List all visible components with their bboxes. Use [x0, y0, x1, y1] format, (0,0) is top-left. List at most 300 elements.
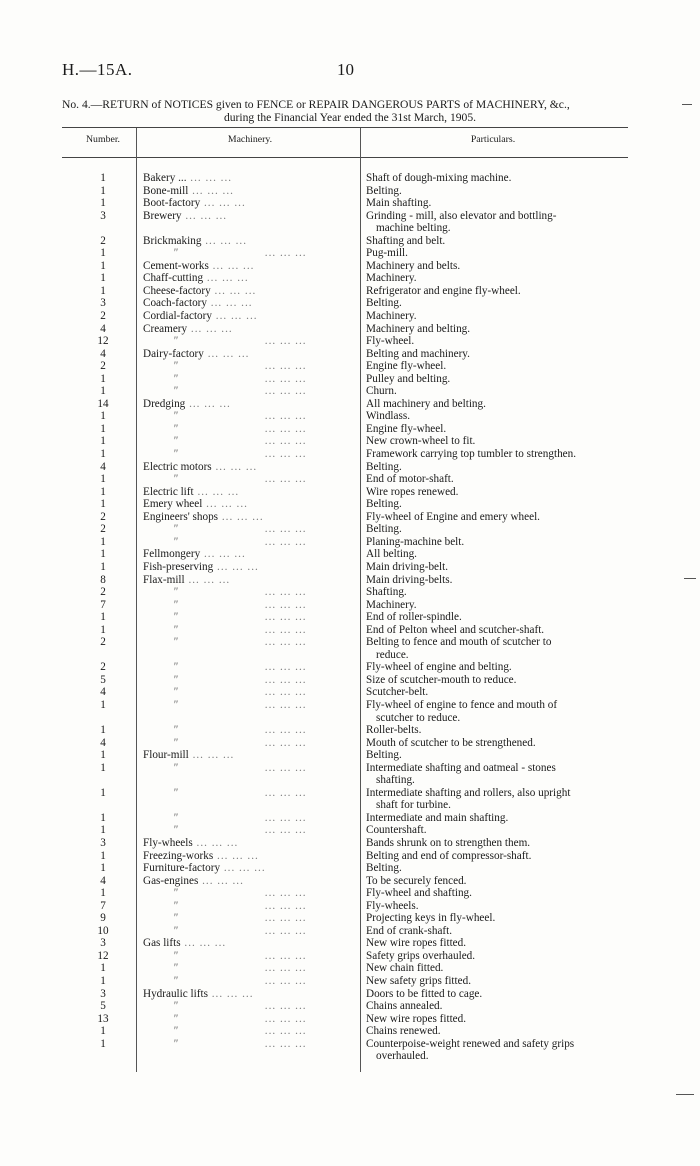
particulars-text: Belting and end of compressor-shaft. — [366, 849, 532, 862]
machinery-label: Chaff-cutting — [143, 272, 204, 285]
row-number: 1 — [100, 435, 106, 448]
table-row — [0, 699, 700, 724]
table-row — [0, 737, 700, 750]
leader-dots: ... ... ... — [261, 422, 307, 435]
particulars-text: End of Pelton wheel and scutcher-shaft. — [366, 623, 545, 636]
machinery-label: " — [173, 887, 178, 900]
row-number: 5 — [100, 1000, 106, 1013]
row-number: 1 — [100, 498, 106, 511]
row-machinery — [143, 548, 353, 561]
row-particulars — [366, 599, 622, 612]
particulars-text: End of motor-shaft. — [366, 473, 454, 486]
row-machinery — [143, 335, 353, 348]
table-row — [0, 473, 700, 486]
machinery-label: " — [173, 1012, 178, 1025]
row-number: 5 — [100, 673, 106, 686]
row-number: 2 — [100, 310, 106, 323]
machinery-label: Gas-engines — [143, 874, 199, 887]
leader-dots: ... ... ... — [200, 197, 246, 210]
machinery-label: " — [173, 636, 178, 649]
table-row — [0, 435, 700, 448]
row-machinery — [143, 486, 353, 499]
particulars-continuation: scutcher to reduce. — [376, 711, 461, 724]
table-row — [0, 385, 700, 398]
leader-dots: ... ... ... — [261, 611, 307, 624]
table-row — [0, 962, 700, 975]
particulars-text: Main shafting. — [366, 197, 432, 210]
machinery-label: Brickmaking — [143, 234, 202, 247]
row-particulars — [366, 1038, 622, 1063]
particulars-text: Belting. — [366, 523, 402, 536]
row-machinery — [143, 912, 353, 925]
particulars-text: Fly-wheel of Engine and emery wheel. — [366, 510, 540, 523]
table-row — [0, 599, 700, 612]
row-machinery — [143, 787, 353, 800]
row-number: 1 — [100, 197, 106, 210]
machinery-label: Hydraulic lifts — [143, 987, 208, 1000]
machinery-label: " — [173, 899, 178, 912]
row-particulars — [366, 862, 622, 875]
particulars-text: Machinery and belts. — [366, 259, 461, 272]
column-header-particulars: Particulars. — [470, 134, 516, 145]
row-particulars — [366, 850, 622, 863]
row-machinery — [143, 285, 353, 298]
leader-dots: ... ... ... — [261, 247, 307, 260]
particulars-continuation: reduce. — [376, 648, 409, 661]
row-machinery — [143, 862, 353, 875]
particulars-text: Fly-wheel and shafting. — [366, 887, 472, 900]
table-row — [0, 574, 700, 587]
row-particulars — [366, 925, 622, 938]
particulars-text: New chain fitted. — [366, 962, 444, 975]
table-row — [0, 335, 700, 348]
particulars-continuation: machine belting. — [376, 222, 451, 235]
leader-dots: ... ... ... — [261, 1012, 307, 1025]
row-number: 1 — [100, 560, 106, 573]
leader-dots: ... ... ... — [261, 360, 307, 373]
machinery-label: Coach-factory — [143, 297, 207, 310]
particulars-text: Engine fly-wheel. — [366, 422, 447, 435]
leader-dots: ... ... ... — [261, 661, 307, 674]
row-machinery — [143, 461, 353, 474]
row-number: 4 — [100, 874, 106, 887]
leader-dots: ... ... ... — [261, 899, 307, 912]
row-particulars — [366, 511, 622, 524]
row-number: 1 — [100, 535, 106, 548]
particulars-continuation: shaft for turbine. — [376, 799, 451, 812]
row-machinery — [143, 850, 353, 863]
row-number: 4 — [100, 322, 106, 335]
row-number: 1 — [100, 485, 106, 498]
row-particulars — [366, 335, 622, 348]
particulars-text: Engine fly-wheel. — [366, 360, 447, 373]
particulars-text: End of roller-spindle. — [366, 611, 462, 624]
machinery-label: " — [173, 473, 178, 486]
row-particulars — [366, 310, 622, 323]
particulars-text: Shaft of dough-mixing machine. — [366, 172, 512, 184]
leader-dots: ... ... ... — [261, 410, 307, 423]
leader-dots: ... ... ... — [261, 949, 307, 962]
row-particulars — [366, 762, 622, 787]
leader-dots: ... ... ... — [261, 435, 307, 448]
row-machinery — [143, 925, 353, 938]
row-machinery — [143, 172, 353, 185]
margin-mark — [676, 1094, 694, 1095]
leader-dots: ... ... ... — [261, 698, 307, 711]
row-particulars — [366, 423, 622, 436]
row-number: 1 — [100, 422, 106, 435]
particulars-text: Main driving-belt. — [366, 560, 449, 573]
particulars-text: Fly-wheels. — [366, 899, 419, 912]
table-row — [0, 749, 700, 762]
row-particulars — [366, 373, 622, 386]
particulars-text: Belting. — [366, 498, 402, 511]
machinery-label: " — [173, 673, 178, 686]
column-header-machinery: Machinery. — [227, 134, 273, 145]
machinery-label: " — [173, 962, 178, 975]
row-number: 1 — [100, 724, 106, 737]
leader-dots: ... ... ... — [211, 460, 258, 473]
table-row — [0, 661, 700, 674]
particulars-text: Belting. — [366, 460, 402, 473]
particulars-text: Safety grips overhauled. — [366, 949, 476, 962]
particulars-text: Intermediate and main shafting. — [366, 811, 509, 824]
particulars-text: Refrigerator and engine fly-wheel. — [366, 284, 521, 297]
row-number: 2 — [100, 510, 106, 523]
leader-dots: ... ... ... — [184, 573, 231, 586]
table-row — [0, 636, 700, 661]
row-particulars — [366, 900, 622, 913]
row-machinery — [143, 900, 353, 913]
row-particulars — [366, 661, 622, 674]
row-number: 1 — [100, 761, 106, 774]
table-row — [0, 548, 700, 561]
table-row — [0, 887, 700, 900]
table-row — [0, 824, 700, 837]
row-number: 1 — [100, 1025, 106, 1038]
row-particulars — [366, 824, 622, 837]
machinery-label: Dairy-factory — [143, 347, 204, 360]
leader-dots: ... ... ... — [261, 598, 307, 611]
leader-dots: ... ... ... — [261, 372, 307, 385]
particulars-text: Main driving-belts. — [366, 573, 453, 586]
machinery-label: " — [173, 335, 178, 348]
table-row — [0, 787, 700, 812]
particulars-text: Projecting keys in fly-wheel. — [366, 912, 496, 925]
table-row — [0, 912, 700, 925]
table-row — [0, 185, 700, 198]
row-number: 3 — [100, 297, 106, 310]
row-particulars — [366, 624, 622, 637]
particulars-text: Chains renewed. — [366, 1025, 441, 1038]
row-machinery — [143, 1038, 353, 1051]
machinery-label: Bone-mill — [143, 184, 189, 197]
row-number: 1 — [100, 749, 106, 762]
particulars-text: Belting. — [366, 184, 402, 197]
machinery-label: Electric lift — [143, 485, 194, 498]
table-subtitle: during the Financial Year ended the 31st March, 1905. — [223, 111, 477, 124]
table-row — [0, 950, 700, 963]
machinery-label: " — [173, 824, 178, 837]
machinery-label: Boot-factory — [143, 197, 201, 210]
table-row — [0, 297, 700, 310]
row-number: 1 — [100, 849, 106, 862]
leader-dots: ... ... ... — [180, 937, 227, 950]
row-number: 1 — [100, 1037, 106, 1050]
document-reference: H.—15A. — [62, 60, 133, 79]
row-number: 13 — [97, 1012, 109, 1025]
row-particulars — [366, 724, 622, 737]
machinery-label: " — [173, 410, 178, 423]
table-row — [0, 975, 700, 988]
margin-mark — [684, 578, 696, 579]
row-number: 1 — [100, 887, 106, 900]
row-particulars — [366, 749, 622, 762]
machinery-label: Emery wheel — [143, 498, 203, 511]
particulars-text: All belting. — [366, 548, 417, 561]
row-machinery — [143, 348, 353, 361]
machinery-label: " — [173, 1000, 178, 1013]
particulars-text: Roller-belts. — [366, 724, 422, 737]
particulars-text: Scutcher-belt. — [366, 686, 429, 699]
table-row — [0, 498, 700, 511]
row-number: 1 — [100, 698, 106, 711]
particulars-text: Intermediate shafting and oatmeal - stones — [366, 761, 556, 774]
machinery-label: " — [173, 435, 178, 448]
row-particulars — [366, 272, 622, 285]
row-number: 1 — [100, 410, 106, 423]
leader-dots: ... ... ... — [207, 987, 254, 1000]
particulars-text: Machinery. — [366, 598, 417, 611]
row-machinery — [143, 837, 353, 850]
table-row — [0, 686, 700, 699]
leader-dots: ... ... ... — [261, 724, 307, 737]
table-row — [0, 486, 700, 499]
particulars-text: New wire ropes fitted. — [366, 937, 467, 950]
machinery-label: Fly-wheels — [143, 836, 193, 849]
machinery-label: Brewery — [143, 209, 182, 222]
table-row — [0, 1000, 700, 1013]
row-particulars — [366, 461, 622, 474]
particulars-text: Pug-mill. — [366, 247, 408, 260]
machinery-label: Flour-mill — [143, 749, 189, 762]
machinery-label: Fish-preserving — [143, 560, 214, 573]
leader-dots: ... ... ... — [261, 975, 307, 987]
particulars-text: Wire ropes renewed. — [366, 485, 459, 498]
row-particulars — [366, 887, 622, 900]
row-particulars — [366, 448, 622, 461]
leader-dots: ... ... ... — [188, 749, 235, 762]
row-machinery — [143, 310, 353, 323]
table-row — [0, 1038, 700, 1063]
row-machinery — [143, 323, 353, 336]
machinery-label: " — [173, 360, 178, 373]
row-particulars — [366, 197, 622, 210]
leader-dots: ... ... ... — [261, 535, 307, 548]
machinery-label: " — [173, 611, 178, 624]
leader-dots: ... ... ... — [261, 824, 307, 837]
row-number: 3 — [100, 836, 106, 849]
particulars-text: Planing-machine belt. — [366, 535, 465, 548]
row-number: 1 — [100, 385, 106, 398]
machinery-label: Electric motors — [143, 460, 212, 473]
row-particulars — [366, 962, 622, 975]
table-row — [0, 285, 700, 298]
table-row — [0, 850, 700, 863]
row-number: 1 — [100, 272, 106, 285]
row-number: 1 — [100, 623, 106, 636]
row-particulars — [366, 611, 622, 624]
row-number: 1 — [100, 862, 106, 875]
row-machinery — [143, 812, 353, 825]
particulars-text: Machinery. — [366, 272, 417, 285]
row-number: 2 — [100, 586, 106, 599]
row-number: 1 — [100, 372, 106, 385]
particulars-text: Bands shrunk on to strengthen them. — [366, 836, 531, 849]
machinery-label: " — [173, 761, 178, 774]
leader-dots: ... ... ... — [206, 297, 253, 310]
machinery-label: " — [173, 422, 178, 435]
leader-dots: ... ... ... — [193, 485, 240, 498]
leader-dots: ... ... ... — [201, 234, 247, 247]
machinery-label: Creamery — [143, 322, 188, 335]
row-number: 1 — [100, 975, 106, 987]
row-number: 12 — [97, 335, 109, 348]
table-row — [0, 448, 700, 461]
table-row — [0, 674, 700, 687]
row-number: 1 — [100, 172, 106, 184]
row-number: 2 — [100, 234, 106, 247]
row-particulars — [366, 937, 622, 950]
leader-dots: ... ... ... — [202, 498, 248, 511]
machinery-label: Cheese-factory — [143, 284, 211, 297]
row-particulars — [366, 1013, 622, 1026]
table-row — [0, 536, 700, 549]
machinery-label: " — [173, 385, 178, 398]
table-row — [0, 862, 700, 875]
row-machinery — [143, 473, 353, 486]
particulars-text: Machinery and belting. — [366, 322, 471, 335]
particulars-text: Belting to fence and mouth of scutcher to — [366, 636, 552, 649]
row-particulars — [366, 586, 622, 599]
particulars-text: Belting. — [366, 862, 402, 875]
row-particulars — [366, 548, 622, 561]
table-row — [0, 837, 700, 850]
particulars-text: Mouth of scutcher to be strengthened. — [366, 736, 536, 749]
table-row — [0, 197, 700, 210]
leader-dots: ... ... ... — [261, 586, 307, 599]
table-row — [0, 210, 700, 235]
leader-dots: ... ... ... — [188, 184, 234, 197]
machinery-label: " — [173, 811, 178, 824]
row-machinery — [143, 875, 353, 888]
table-row — [0, 523, 700, 536]
particulars-text: Pulley and belting. — [366, 372, 451, 385]
row-particulars — [366, 674, 622, 687]
row-number: 1 — [100, 548, 106, 561]
row-machinery — [143, 824, 353, 837]
machinery-label: " — [173, 523, 178, 536]
machinery-label: " — [173, 686, 178, 699]
row-particulars — [366, 398, 622, 411]
row-particulars — [366, 498, 622, 511]
leader-dots: ... ... ... — [261, 736, 307, 749]
row-machinery — [143, 661, 353, 674]
table-title: No. 4.—RETURN of NOTICES given to FENCE or REPAIR DANGEROUS PARTS of MACHINERY, &c., — [62, 98, 570, 111]
row-particulars — [366, 348, 622, 361]
machinery-label: " — [173, 975, 178, 987]
row-particulars — [366, 636, 622, 661]
table-row — [0, 900, 700, 913]
machinery-label: " — [173, 598, 178, 611]
machinery-label: " — [173, 724, 178, 737]
leader-dots: ... ... ... — [261, 623, 307, 636]
row-number: 1 — [100, 184, 106, 197]
machinery-label: Gas lifts — [143, 937, 181, 950]
row-machinery — [143, 674, 353, 687]
table-row — [0, 172, 700, 185]
particulars-text: To be securely fenced. — [366, 874, 467, 887]
row-machinery — [143, 260, 353, 273]
table-row — [0, 398, 700, 411]
row-number: 2 — [100, 523, 106, 536]
row-particulars — [366, 737, 622, 750]
row-number: 1 — [100, 247, 106, 260]
row-machinery — [143, 423, 353, 436]
particulars-continuation: overhauled. — [376, 1050, 429, 1063]
machinery-label: Cordial-factory — [143, 310, 212, 323]
row-particulars — [366, 323, 622, 336]
leader-dots: ... ... ... — [192, 836, 239, 849]
row-particulars — [366, 210, 622, 235]
row-machinery — [143, 297, 353, 310]
machinery-label: " — [173, 912, 178, 925]
particulars-text: Shafting. — [366, 586, 407, 599]
leader-dots: ... ... ... — [213, 849, 259, 862]
leader-dots: ... ... ... — [261, 686, 307, 699]
particulars-text: Framework carrying top tumbler to strengthen. — [366, 448, 577, 461]
table-row — [0, 410, 700, 423]
machinery-label: " — [173, 698, 178, 711]
machinery-label: " — [173, 1037, 178, 1050]
row-machinery — [143, 385, 353, 398]
row-particulars — [366, 297, 622, 310]
leader-dots: ... ... ... — [261, 1037, 307, 1050]
particulars-text: Belting. — [366, 749, 402, 762]
row-machinery — [143, 724, 353, 737]
leader-dots: ... ... ... — [181, 209, 228, 222]
row-machinery — [143, 448, 353, 461]
table-row — [0, 925, 700, 938]
row-number: 2 — [100, 661, 106, 674]
leader-dots: ... ... ... — [218, 510, 264, 523]
machinery-label: " — [173, 448, 178, 461]
row-machinery — [143, 1013, 353, 1026]
row-particulars — [366, 435, 622, 448]
row-particulars — [366, 486, 622, 499]
row-number: 1 — [100, 259, 106, 272]
table-row — [0, 260, 700, 273]
row-number: 9 — [100, 912, 106, 925]
particulars-text: Fly-wheel. — [366, 335, 415, 348]
machinery-label: Bakery ... — [143, 172, 187, 184]
row-machinery — [143, 272, 353, 285]
row-number: 2 — [100, 360, 106, 373]
row-number: 3 — [100, 937, 106, 950]
row-particulars — [366, 410, 622, 423]
row-machinery — [143, 962, 353, 975]
row-machinery — [143, 373, 353, 386]
